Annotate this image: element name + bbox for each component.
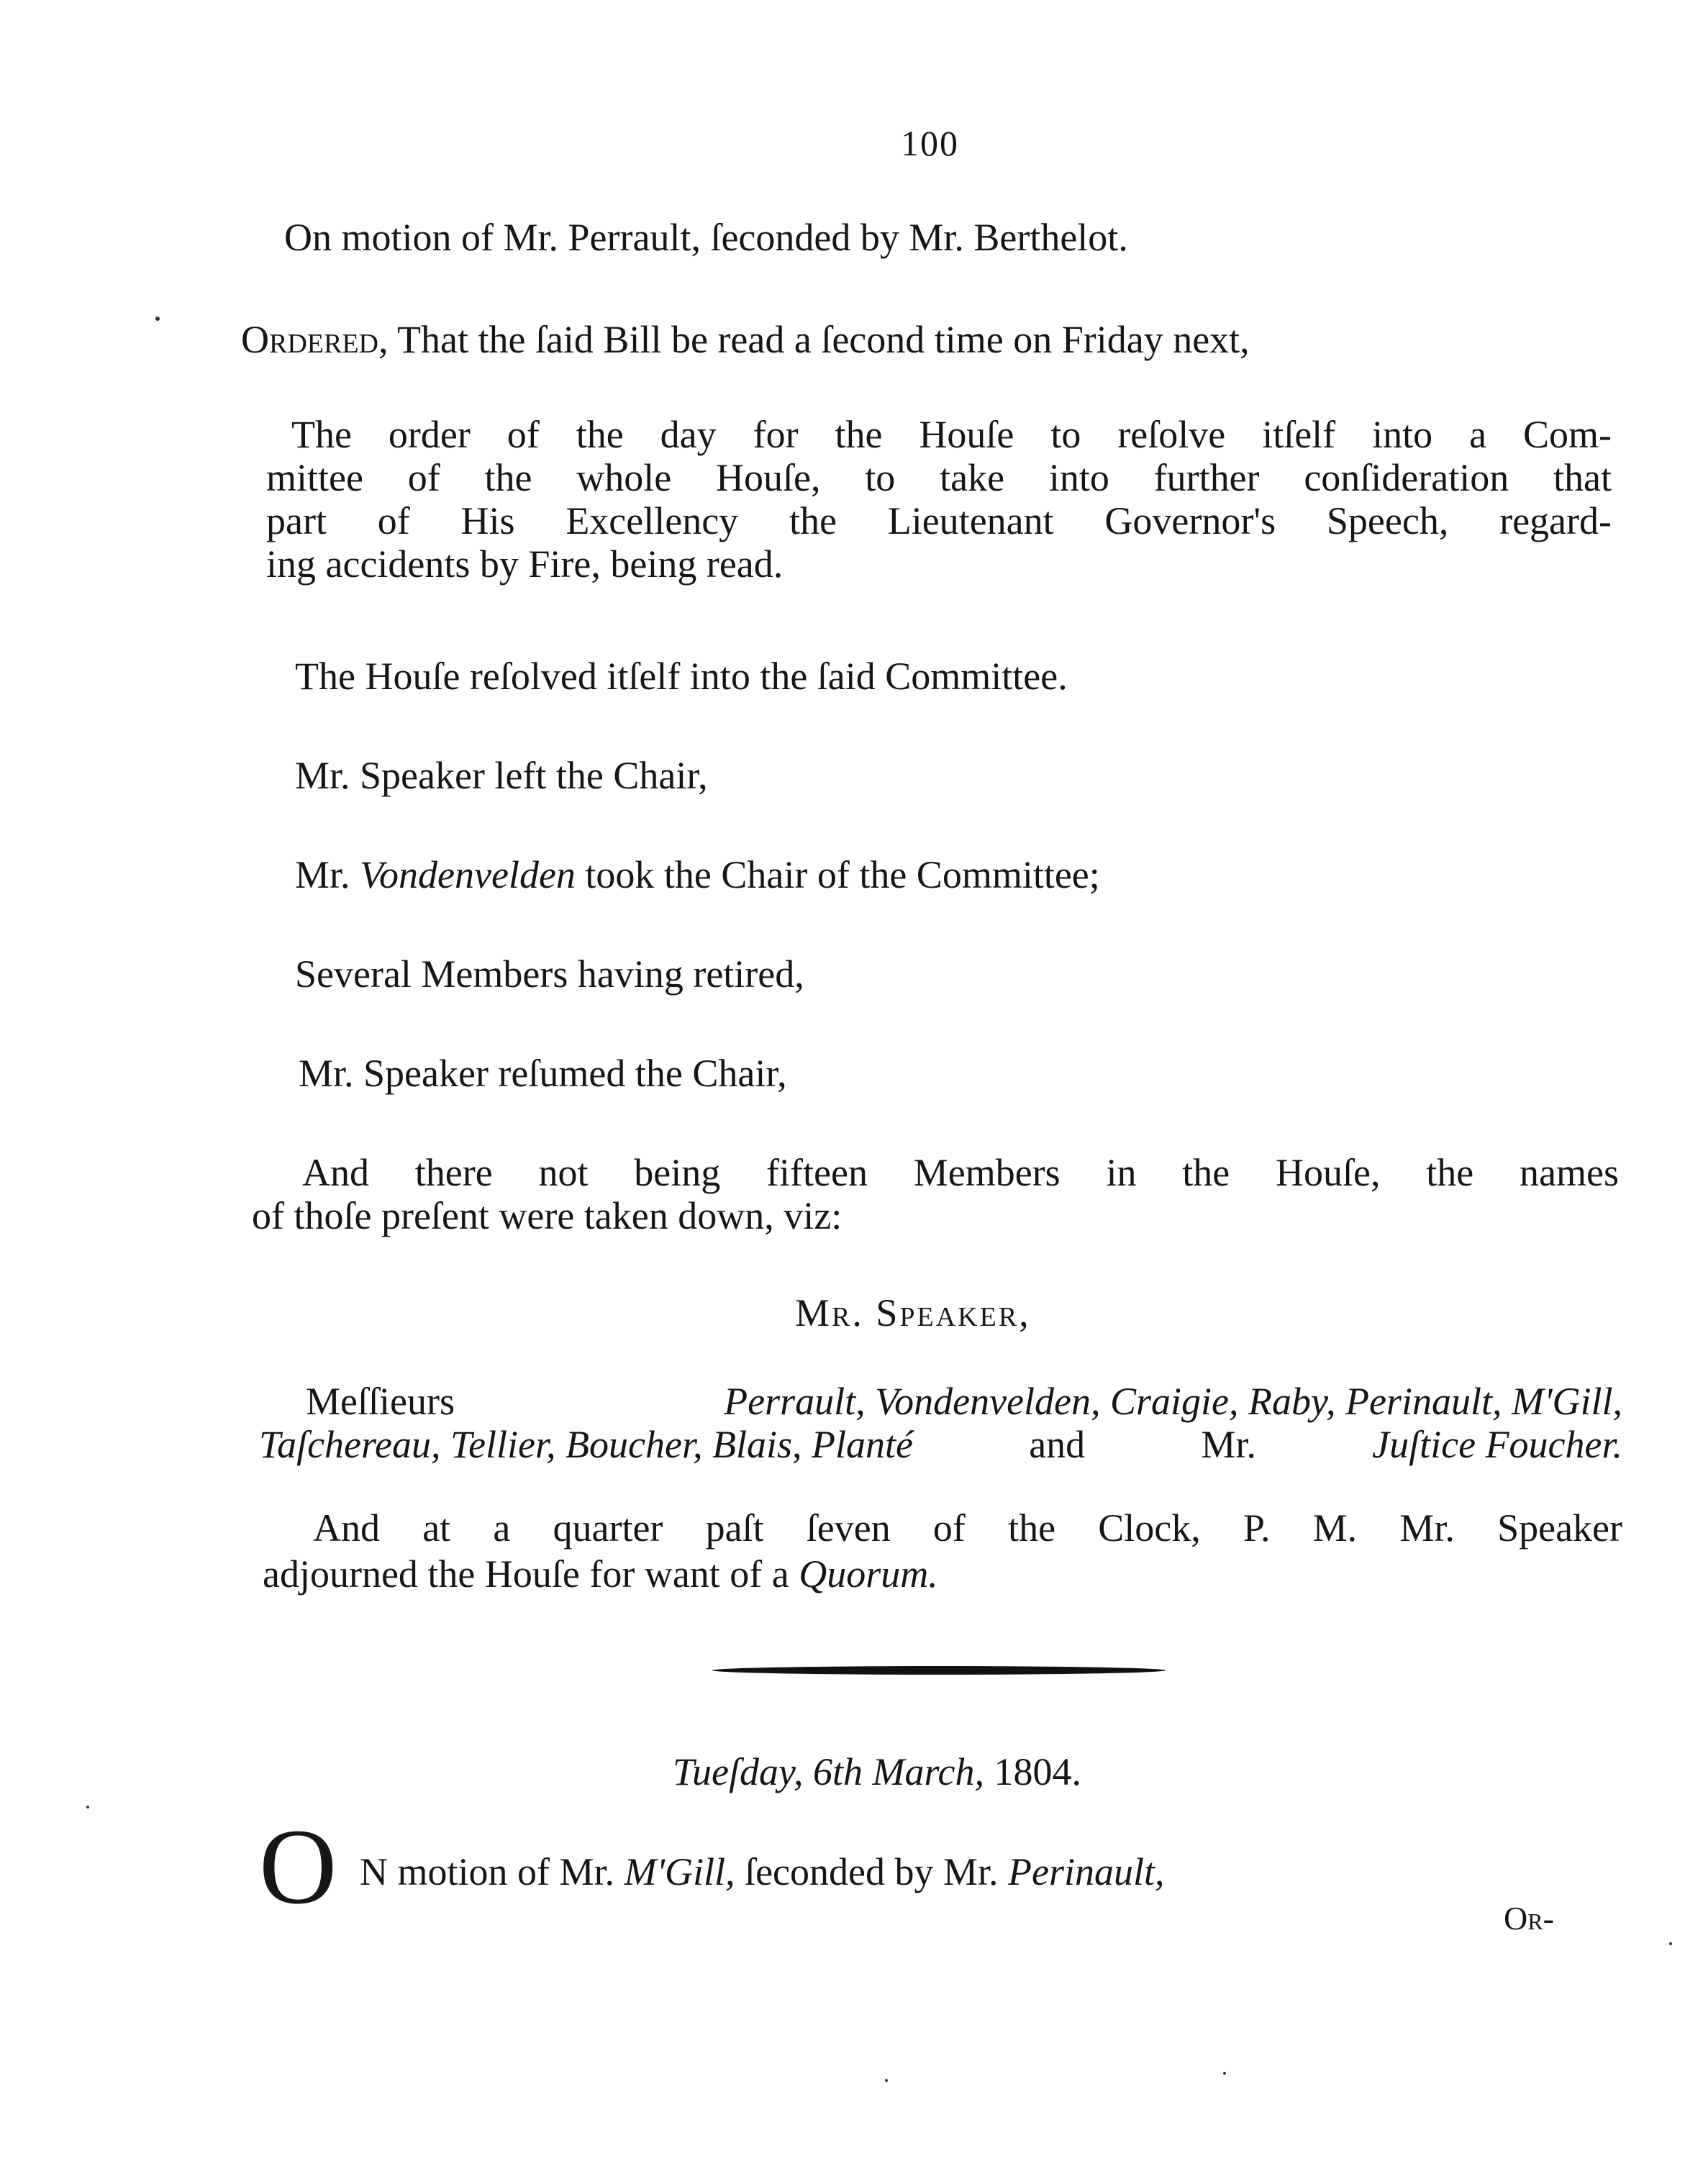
order-para-line-1: The order of the day for the Houſe to reſolve itſelf into a Com- (291, 413, 1612, 456)
text-fragment: Mr. (1201, 1423, 1256, 1466)
speaker-left-line: Mr. Speaker left the Chair, (295, 754, 708, 797)
text-fragment: and (1029, 1423, 1086, 1466)
quorum-word: Quorum. (799, 1552, 938, 1596)
text-fragment: adjourned the Houſe for want of a (263, 1552, 789, 1596)
drop-cap: O (259, 1807, 337, 1926)
scan-speck (86, 1806, 89, 1808)
members-retired-line: Several Members having retired, (295, 952, 804, 996)
text-fragment: Meſſieurs (306, 1380, 455, 1423)
ordered-lead: Ordered, (241, 318, 389, 361)
name-mgill: M'Gill, (624, 1850, 735, 1893)
scan-speck (155, 317, 160, 321)
messieurs-line-2 (259, 1423, 1622, 1466)
date-line (673, 1750, 1081, 1793)
text-fragment: ſeconded by Mr. (745, 1850, 999, 1893)
text-fragment: N motion of Mr. (360, 1850, 615, 1893)
fifteen-members-line-1: And there not being fifteen Members in the Houſe, the names (302, 1151, 1619, 1194)
chair-taken-line (295, 853, 1100, 896)
ordered-line (241, 318, 1250, 361)
new-motion-line (360, 1850, 1164, 1893)
date-text: Tueſday, 6th March, (673, 1750, 984, 1793)
adjourned-line-2 (263, 1552, 938, 1596)
page-number: 100 (901, 123, 959, 163)
section-divider (712, 1666, 1166, 1675)
motion-line-1 (284, 216, 1128, 259)
scan-speck (1669, 1942, 1672, 1945)
speaker-heading: Mr. Speaker, (795, 1291, 1031, 1334)
scan-speck (885, 2079, 888, 2082)
name-vondenvelden: Vondenvelden (360, 853, 576, 896)
year-text: 1804. (994, 1750, 1081, 1793)
speaker-resumed-line: Mr. Speaker reſumed the Chair, (299, 1052, 787, 1095)
member-names: Juſtice Foucher. (1372, 1423, 1622, 1466)
text-fragment: Mr. (295, 853, 350, 896)
order-para-line-2: mittee of the whole Houſe, to take into further conſideration that (266, 456, 1612, 499)
house-resolved-line: The Houſe reſolved itſelf into the ſaid Committee. (295, 655, 1068, 698)
scan-speck (1223, 2072, 1226, 2075)
name-perinault: Perinault, (1008, 1850, 1165, 1893)
text-fragment: That the ſaid Bill be read a ſecond time on Friday next, (397, 318, 1250, 361)
order-para-line-3: part of His Excellency the Lieutenant Governor's Speech, regard- (266, 499, 1612, 542)
fifteen-members-line-2: of thoſe preſent were taken down, viz: (252, 1194, 843, 1237)
member-names: Taſchereau, Tellier, Boucher, Blais, Planté (259, 1423, 913, 1466)
text-fragment: On motion of Mr. Perrault, ſeconded by Mr. Berthelot. (284, 216, 1128, 259)
messieurs-line-1 (306, 1380, 1622, 1423)
text-fragment: took the Chair of the Committee; (585, 853, 1100, 896)
catchword: Or- (1504, 1900, 1554, 1937)
adjourned-line-1: And at a quarter paſt ſeven of the Clock, P. M. Mr. Speaker (313, 1506, 1622, 1550)
order-para-line-4: ing accidents by Fire, being read. (266, 542, 784, 586)
member-names: Perrault, Vondenvelden, Craigie, Raby, Perinault, M'Gill, (724, 1380, 1622, 1423)
